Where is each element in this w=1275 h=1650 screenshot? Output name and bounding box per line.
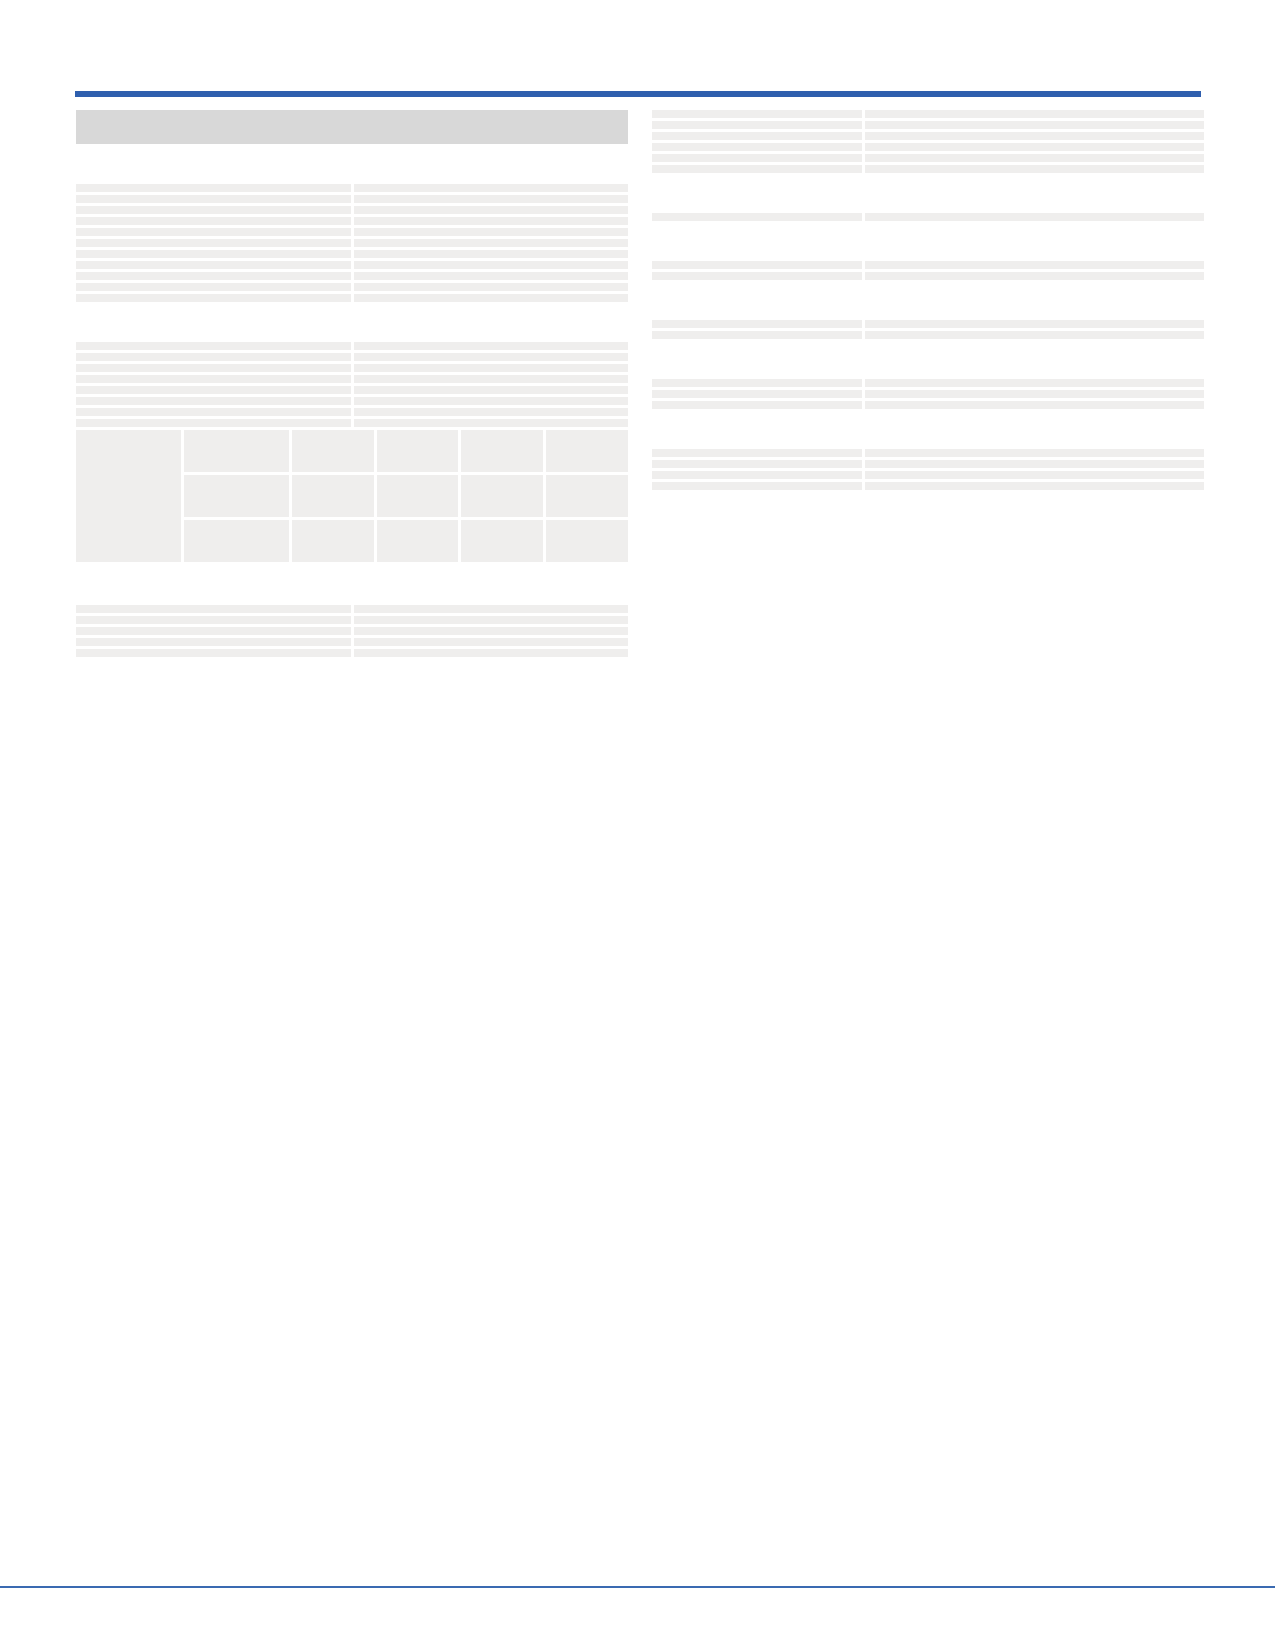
spec-value: [354, 627, 629, 635]
dori-value: [546, 520, 628, 562]
dori-lens: [184, 475, 289, 517]
spec-label: [76, 228, 351, 236]
spec-row: [652, 261, 1204, 269]
spec-row: [652, 132, 1204, 140]
spec-label: [76, 261, 351, 269]
spec-row: [76, 228, 628, 236]
spec-row: [652, 460, 1204, 468]
dori-value: [546, 475, 628, 517]
spec-row: [652, 401, 1204, 409]
spec-label: [652, 132, 862, 140]
spec-label: [76, 616, 351, 624]
section-title: [652, 342, 1204, 376]
spec-value: [865, 110, 1204, 118]
dori-header-cell: [546, 430, 628, 472]
spec-value: [354, 397, 629, 405]
dori-header-cell: [184, 430, 289, 472]
spec-row: [652, 110, 1204, 118]
spec-row: [652, 121, 1204, 129]
spec-label: [652, 143, 862, 151]
spec-table-video: [73, 565, 631, 660]
spec-value: [354, 364, 629, 372]
spec-label: [76, 649, 351, 657]
spec-label: [76, 419, 351, 427]
spec-label: [76, 638, 351, 646]
dori-header-cell: [377, 430, 459, 472]
spec-row: [76, 195, 628, 203]
spec-value: [865, 272, 1204, 280]
spec-label: [76, 184, 351, 192]
spec-row: [652, 331, 1204, 339]
spec-label: [652, 390, 862, 398]
spec-row: [76, 353, 628, 361]
dori-value: [292, 520, 374, 562]
spec-value: [354, 419, 629, 427]
spec-table-left: [73, 107, 631, 430]
spec-label: [652, 471, 862, 479]
spec-value: [865, 401, 1204, 409]
spec-value: [354, 386, 629, 394]
spec-label: [652, 482, 862, 490]
left-column: [76, 107, 628, 660]
spec-value: [354, 250, 629, 258]
spec-value: [354, 638, 629, 646]
spec-value: [354, 353, 629, 361]
spec-value: [865, 121, 1204, 129]
spec-row: [652, 471, 1204, 479]
section-title: [652, 224, 1204, 258]
spec-label: [76, 397, 351, 405]
spec-label: [76, 206, 351, 214]
section-title: [652, 283, 1204, 317]
spec-value: [865, 331, 1204, 339]
spec-value: [354, 616, 629, 624]
spec-label: [76, 283, 351, 291]
spec-value: [354, 272, 629, 280]
spec-label: [76, 627, 351, 635]
spec-table-right: [649, 107, 1207, 493]
right-column: [652, 107, 1204, 493]
spec-row: [652, 390, 1204, 398]
spec-row: [76, 272, 628, 280]
spec-value: [354, 649, 629, 657]
spec-row: [76, 342, 628, 350]
spec-label: [652, 121, 862, 129]
section-title: [652, 176, 1204, 210]
spec-label: [76, 217, 351, 225]
spec-value: [865, 390, 1204, 398]
spec-row: [76, 239, 628, 247]
spec-value: [865, 320, 1204, 328]
section-title-row: [76, 568, 628, 602]
spec-row: [652, 143, 1204, 151]
spec-row: [76, 217, 628, 225]
spec-value: [354, 375, 629, 383]
spec-row: [76, 627, 628, 635]
spec-row: [76, 206, 628, 214]
spec-value: [354, 261, 629, 269]
dori-value: [461, 520, 543, 562]
spec-label: [652, 261, 862, 269]
spec-value: [354, 239, 629, 247]
dori-value: [292, 475, 374, 517]
spec-value: [865, 379, 1204, 387]
spec-value: [354, 605, 629, 613]
spec-label: [76, 364, 351, 372]
spec-row: [76, 605, 628, 613]
spec-row: [652, 449, 1204, 457]
section-title: [652, 412, 1204, 446]
section-title-row: [652, 412, 1204, 446]
footer-rule: [0, 1586, 1275, 1588]
spec-label: [76, 375, 351, 383]
spec-label: [652, 379, 862, 387]
spec-value: [865, 154, 1204, 162]
spec-row: [76, 294, 628, 302]
spec-label: [652, 165, 862, 173]
spec-value: [865, 261, 1204, 269]
spec-label: [652, 460, 862, 468]
spec-value: [865, 165, 1204, 173]
spec-row: [652, 482, 1204, 490]
spec-value: [865, 482, 1204, 490]
dori-lens: [184, 520, 289, 562]
page-title: [76, 50, 82, 81]
spec-label: [652, 401, 862, 409]
spec-row: [76, 397, 628, 405]
section-title-row: [76, 147, 628, 181]
spec-row: [76, 261, 628, 269]
spec-row: [76, 250, 628, 258]
dori-value: [377, 520, 459, 562]
spec-value: [354, 184, 629, 192]
spec-label: [652, 110, 862, 118]
spec-value: [354, 195, 629, 203]
section-title-row: [652, 176, 1204, 210]
spec-value: [865, 132, 1204, 140]
spec-label: [76, 250, 351, 258]
spec-row: [76, 364, 628, 372]
section-title: [76, 305, 628, 339]
dori-header-cell: [292, 430, 374, 472]
spec-label: [652, 331, 862, 339]
spec-row: [652, 320, 1204, 328]
spec-value: [865, 213, 1204, 221]
spec-row: [76, 386, 628, 394]
spec-row: [652, 213, 1204, 221]
spec-label: [652, 320, 862, 328]
spec-value: [865, 471, 1204, 479]
spec-label: [76, 605, 351, 613]
dori-table: [73, 427, 631, 565]
dori-header-cell: [461, 430, 543, 472]
spec-row: [76, 616, 628, 624]
spec-label: [76, 294, 351, 302]
dori-label: [76, 430, 181, 562]
section-title-row: [652, 283, 1204, 317]
spec-value: [865, 449, 1204, 457]
spec-value: [354, 217, 629, 225]
header-rule: [75, 91, 1201, 97]
spec-row: [76, 649, 628, 657]
spec-label: [76, 239, 351, 247]
dori-value: [377, 475, 459, 517]
spec-value: [865, 460, 1204, 468]
section-title: [76, 568, 628, 602]
spec-label: [76, 342, 351, 350]
spec-row: [76, 184, 628, 192]
spec-row: [652, 165, 1204, 173]
spec-label: [76, 408, 351, 416]
section-title-row: [652, 224, 1204, 258]
spec-value: [865, 143, 1204, 151]
dori-header-row: [76, 430, 628, 472]
spec-value: [354, 283, 629, 291]
spec-label: [652, 449, 862, 457]
main-title: [76, 110, 628, 144]
spec-value: [354, 342, 629, 350]
spec-value: [354, 228, 629, 236]
section-header-row: [76, 110, 628, 144]
spec-label: [76, 195, 351, 203]
spec-value: [354, 206, 629, 214]
spec-value: [354, 294, 629, 302]
spec-label: [652, 213, 862, 221]
spec-row: [76, 408, 628, 416]
spec-label: [76, 272, 351, 280]
section-title-row: [76, 305, 628, 339]
spec-row: [76, 638, 628, 646]
section-title: [76, 147, 628, 181]
spec-row: [76, 419, 628, 427]
spec-row: [652, 272, 1204, 280]
spec-row: [76, 283, 628, 291]
spec-label: [652, 272, 862, 280]
spec-label: [76, 386, 351, 394]
dori-value: [461, 475, 543, 517]
section-title-row: [652, 342, 1204, 376]
spec-label: [652, 154, 862, 162]
spec-row: [652, 154, 1204, 162]
spec-row: [76, 375, 628, 383]
spec-value: [354, 408, 629, 416]
spec-row: [652, 379, 1204, 387]
spec-label: [76, 353, 351, 361]
